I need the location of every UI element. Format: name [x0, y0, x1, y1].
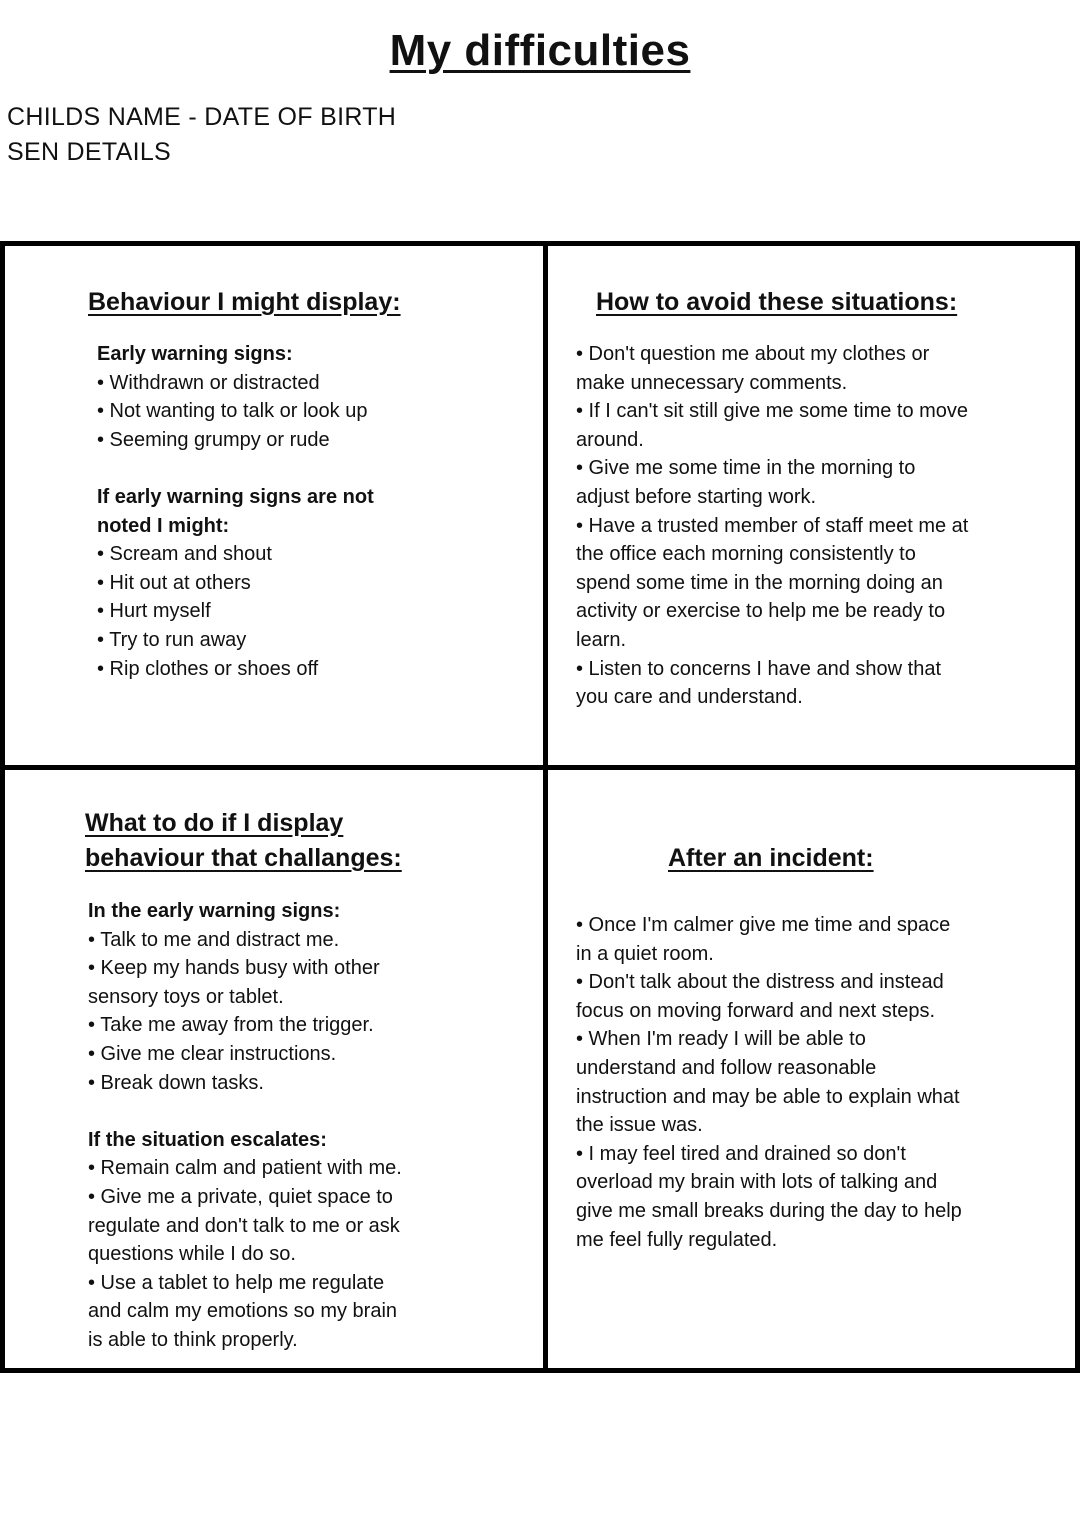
text-line: • Give me clear instructions.	[88, 1042, 337, 1065]
after-incident-heading: After an incident:	[668, 844, 874, 872]
text-line: instruction and may be able to explain what	[576, 1085, 960, 1108]
sen-details: SEN DETAILS	[7, 138, 171, 166]
text-line: you care and understand.	[576, 686, 803, 709]
text-line: • Use a tablet to help me regulate	[88, 1271, 385, 1294]
text-line: the office each morning consistently to	[576, 543, 916, 566]
text-line: give me small breaks during the day to help	[576, 1199, 962, 1222]
text-line: • Break down tasks.	[88, 1071, 264, 1094]
list-item: • Scream and shout	[97, 543, 272, 566]
text-line: learn.	[576, 628, 627, 651]
grid-horizontal-divider	[5, 765, 1075, 770]
text-line: regulate and don't talk to me or ask	[88, 1214, 400, 1237]
text-line: understand and follow reasonable	[576, 1056, 877, 1079]
page-title: My difficulties	[389, 26, 691, 75]
child-name-dob: CHILDS NAME - DATE OF BIRTH	[7, 103, 397, 131]
text-line: make unnecessary comments.	[576, 371, 848, 394]
early-warning-label: Early warning signs:	[97, 343, 293, 365]
list-item: • Rip clothes or shoes off	[97, 657, 319, 680]
grid-vertical-divider	[543, 246, 548, 1368]
text-line: questions while I do so.	[88, 1243, 296, 1266]
avoid-heading: How to avoid these situations:	[596, 288, 958, 316]
text-line: is able to think properly.	[88, 1328, 298, 1351]
text-line: • I may feel tired and drained so don't	[576, 1142, 906, 1165]
not-noted-label: If early warning signs are not	[97, 485, 374, 508]
text-line: • Once I'm calmer give me time and space	[576, 914, 951, 936]
text-line: me feel fully regulated.	[576, 1228, 778, 1251]
list-item: • Withdrawn or distracted	[97, 371, 320, 394]
text-line: adjust before starting work.	[576, 485, 817, 508]
list-item: • Hurt myself	[97, 600, 211, 623]
text-line: and calm my emotions so my brain	[88, 1300, 398, 1323]
list-item: • Seeming grumpy or rude	[97, 428, 330, 451]
text-line: sensory toys or tablet.	[88, 985, 284, 1008]
what-to-do-heading	[85, 806, 402, 876]
text-line: • Listen to concerns I have and show that	[576, 657, 941, 680]
text-line: in a quiet room.	[576, 942, 714, 965]
text-line: spend some time in the morning doing an	[576, 571, 943, 594]
text-line: • Take me away from the trigger.	[88, 1014, 374, 1037]
text-line: the issue was.	[576, 1114, 703, 1137]
not-noted-label: noted I might:	[97, 514, 230, 537]
behaviour-heading: Behaviour I might display:	[88, 288, 401, 316]
text-line: focus on moving forward and next steps.	[576, 999, 936, 1022]
text-line: overload my brain with lots of talking and	[576, 1171, 938, 1194]
early-warning-label: In the early warning signs:	[88, 900, 341, 922]
after-incident-panel	[576, 911, 962, 1254]
list-item: • Try to run away	[97, 628, 247, 651]
avoid-panel	[576, 340, 968, 712]
text-line: • Don't talk about the distress and instead	[576, 971, 944, 994]
text-line: • When I'm ready I will be able to	[576, 1028, 866, 1051]
text-line: • Remain calm and patient with me.	[88, 1157, 402, 1180]
text-line: • Give me some time in the morning to	[576, 457, 916, 480]
text-line: • Give me a private, quiet space to	[88, 1185, 393, 1208]
heading-line: behaviour that challanges:	[85, 844, 402, 872]
text-line: • Don't question me about my clothes or	[576, 343, 930, 365]
text-line: activity or exercise to help me be ready to	[576, 600, 946, 623]
what-to-do-panel	[88, 897, 402, 1355]
list-item: • Not wanting to talk or look up	[97, 400, 368, 423]
escalates-label: If the situation escalates:	[88, 1128, 327, 1151]
behaviour-panel	[97, 340, 374, 683]
list-item: • Hit out at others	[97, 571, 251, 594]
text-line: • If I can't sit still give me some time to move	[576, 400, 969, 423]
heading-line: What to do if I display	[85, 809, 344, 837]
text-line: • Keep my hands busy with other	[88, 957, 380, 980]
text-line: • Talk to me and distract me.	[88, 928, 340, 951]
text-line: around.	[576, 428, 644, 451]
text-line: • Have a trusted member of staff meet me at	[576, 514, 969, 537]
